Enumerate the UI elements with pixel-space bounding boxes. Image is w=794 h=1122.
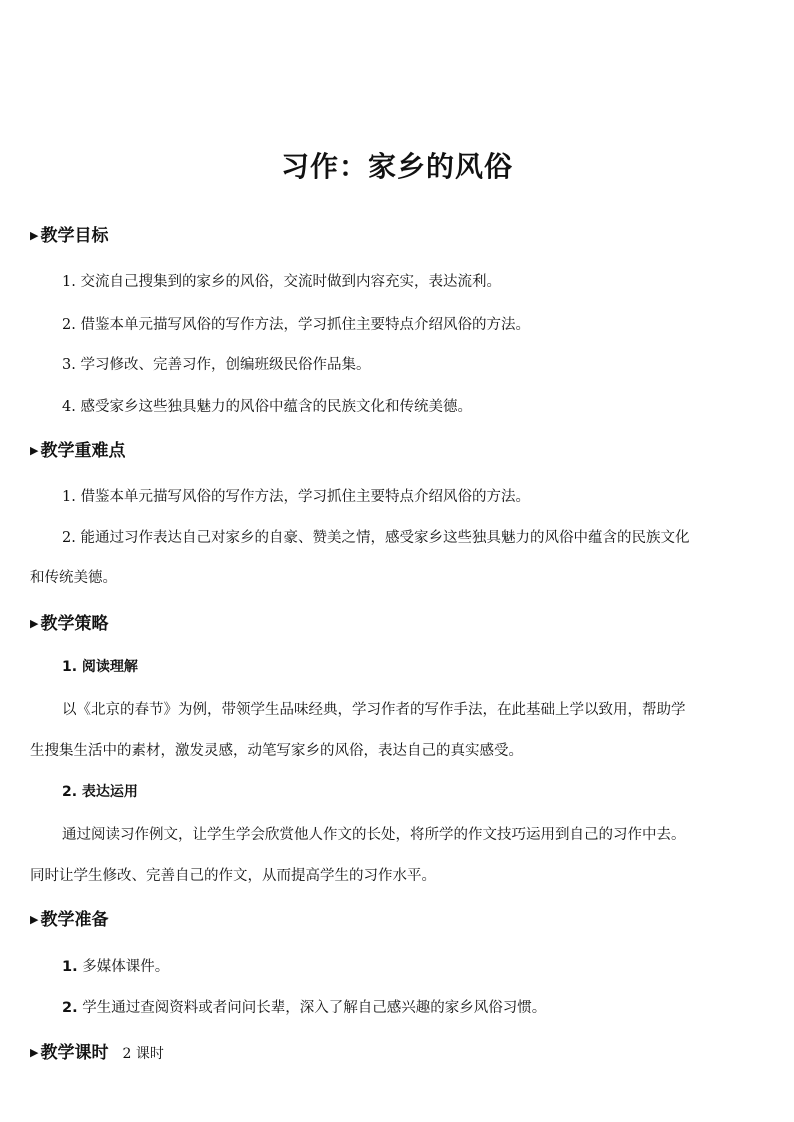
- item-text: 多媒体课件。: [82, 959, 170, 975]
- key-point-item-1: 1. 借鉴本单元描写风俗的写作方法，学习抓住主要特点介绍风俗的方法。: [62, 489, 530, 505]
- goal-item-2: 2. 借鉴本单元描写风俗的写作方法，学习抓住主要特点介绍风俗的方法。: [62, 317, 530, 333]
- section-heading-strategy: [30, 609, 108, 634]
- preparation-item-2: [62, 996, 546, 1017]
- section-heading-hours: [30, 1038, 164, 1063]
- heading-text: 教学目标: [40, 226, 109, 246]
- item-number: 2.: [62, 1000, 78, 1016]
- item-number: 1.: [62, 959, 78, 975]
- key-point-item-2-cont: 和传统美德。: [30, 570, 117, 586]
- triangle-bullet-icon: ▶: [30, 444, 39, 457]
- hours-value: 2 课时: [122, 1046, 164, 1062]
- strategy-text-1b: 生搜集生活中的素材，激发灵感，动笔写家乡的风俗，表达自己的真实感受。: [30, 743, 523, 759]
- section-heading-preparation: [30, 905, 108, 930]
- goal-item-3: 3. 学习修改、完善习作，创编班级民俗作品集。: [62, 357, 371, 373]
- heading-text: 教学策略: [40, 614, 109, 634]
- strategy-subheading-2: 2. 表达运用: [62, 784, 138, 800]
- strategy-text-2b: 同时让学生修改、完善自己的作文，从而提高学生的习作水平。: [30, 868, 436, 884]
- triangle-bullet-icon: ▶: [30, 617, 39, 630]
- strategy-text-2a: 通过阅读习作例文，让学生学会欣赏他人作文的长处，将所学的作文技巧运用到自己的习作中去。: [62, 827, 686, 843]
- goal-item-1: 1. 交流自己搜集到的家乡的风俗，交流时做到内容充实，表达流利。: [62, 274, 501, 290]
- strategy-subheading-1: 1. 阅读理解: [62, 659, 138, 675]
- triangle-bullet-icon: ▶: [30, 913, 39, 926]
- strategy-text-1a: 以《北京的春节》为例，带领学生品味经典，学习作者的写作手法，在此基础上学以致用，帮助学: [62, 702, 686, 718]
- preparation-item-1: [62, 955, 169, 976]
- document-title: 习作：家乡的风俗: [280, 150, 513, 183]
- heading-text: 教学课时: [40, 1043, 109, 1063]
- triangle-bullet-icon: ▶: [30, 1046, 39, 1059]
- section-heading-goals: [30, 221, 108, 246]
- item-text: 学生通过查阅资料或者问问长辈，深入了解自己感兴趣的家乡风俗习惯。: [82, 1000, 547, 1016]
- heading-text: 教学准备: [40, 910, 109, 930]
- triangle-bullet-icon: ▶: [30, 229, 39, 242]
- goal-item-4: 4. 感受家乡这些独具魅力的风俗中蕴含的民族文化和传统美德。: [62, 399, 472, 415]
- heading-text: 教学重难点: [40, 441, 126, 461]
- section-heading-key-points: [30, 436, 125, 461]
- key-point-item-2: 2. 能通过习作表达自己对家乡的自豪、赞美之情，感受家乡这些独具魅力的风俗中蕴含的民族文化: [62, 530, 690, 546]
